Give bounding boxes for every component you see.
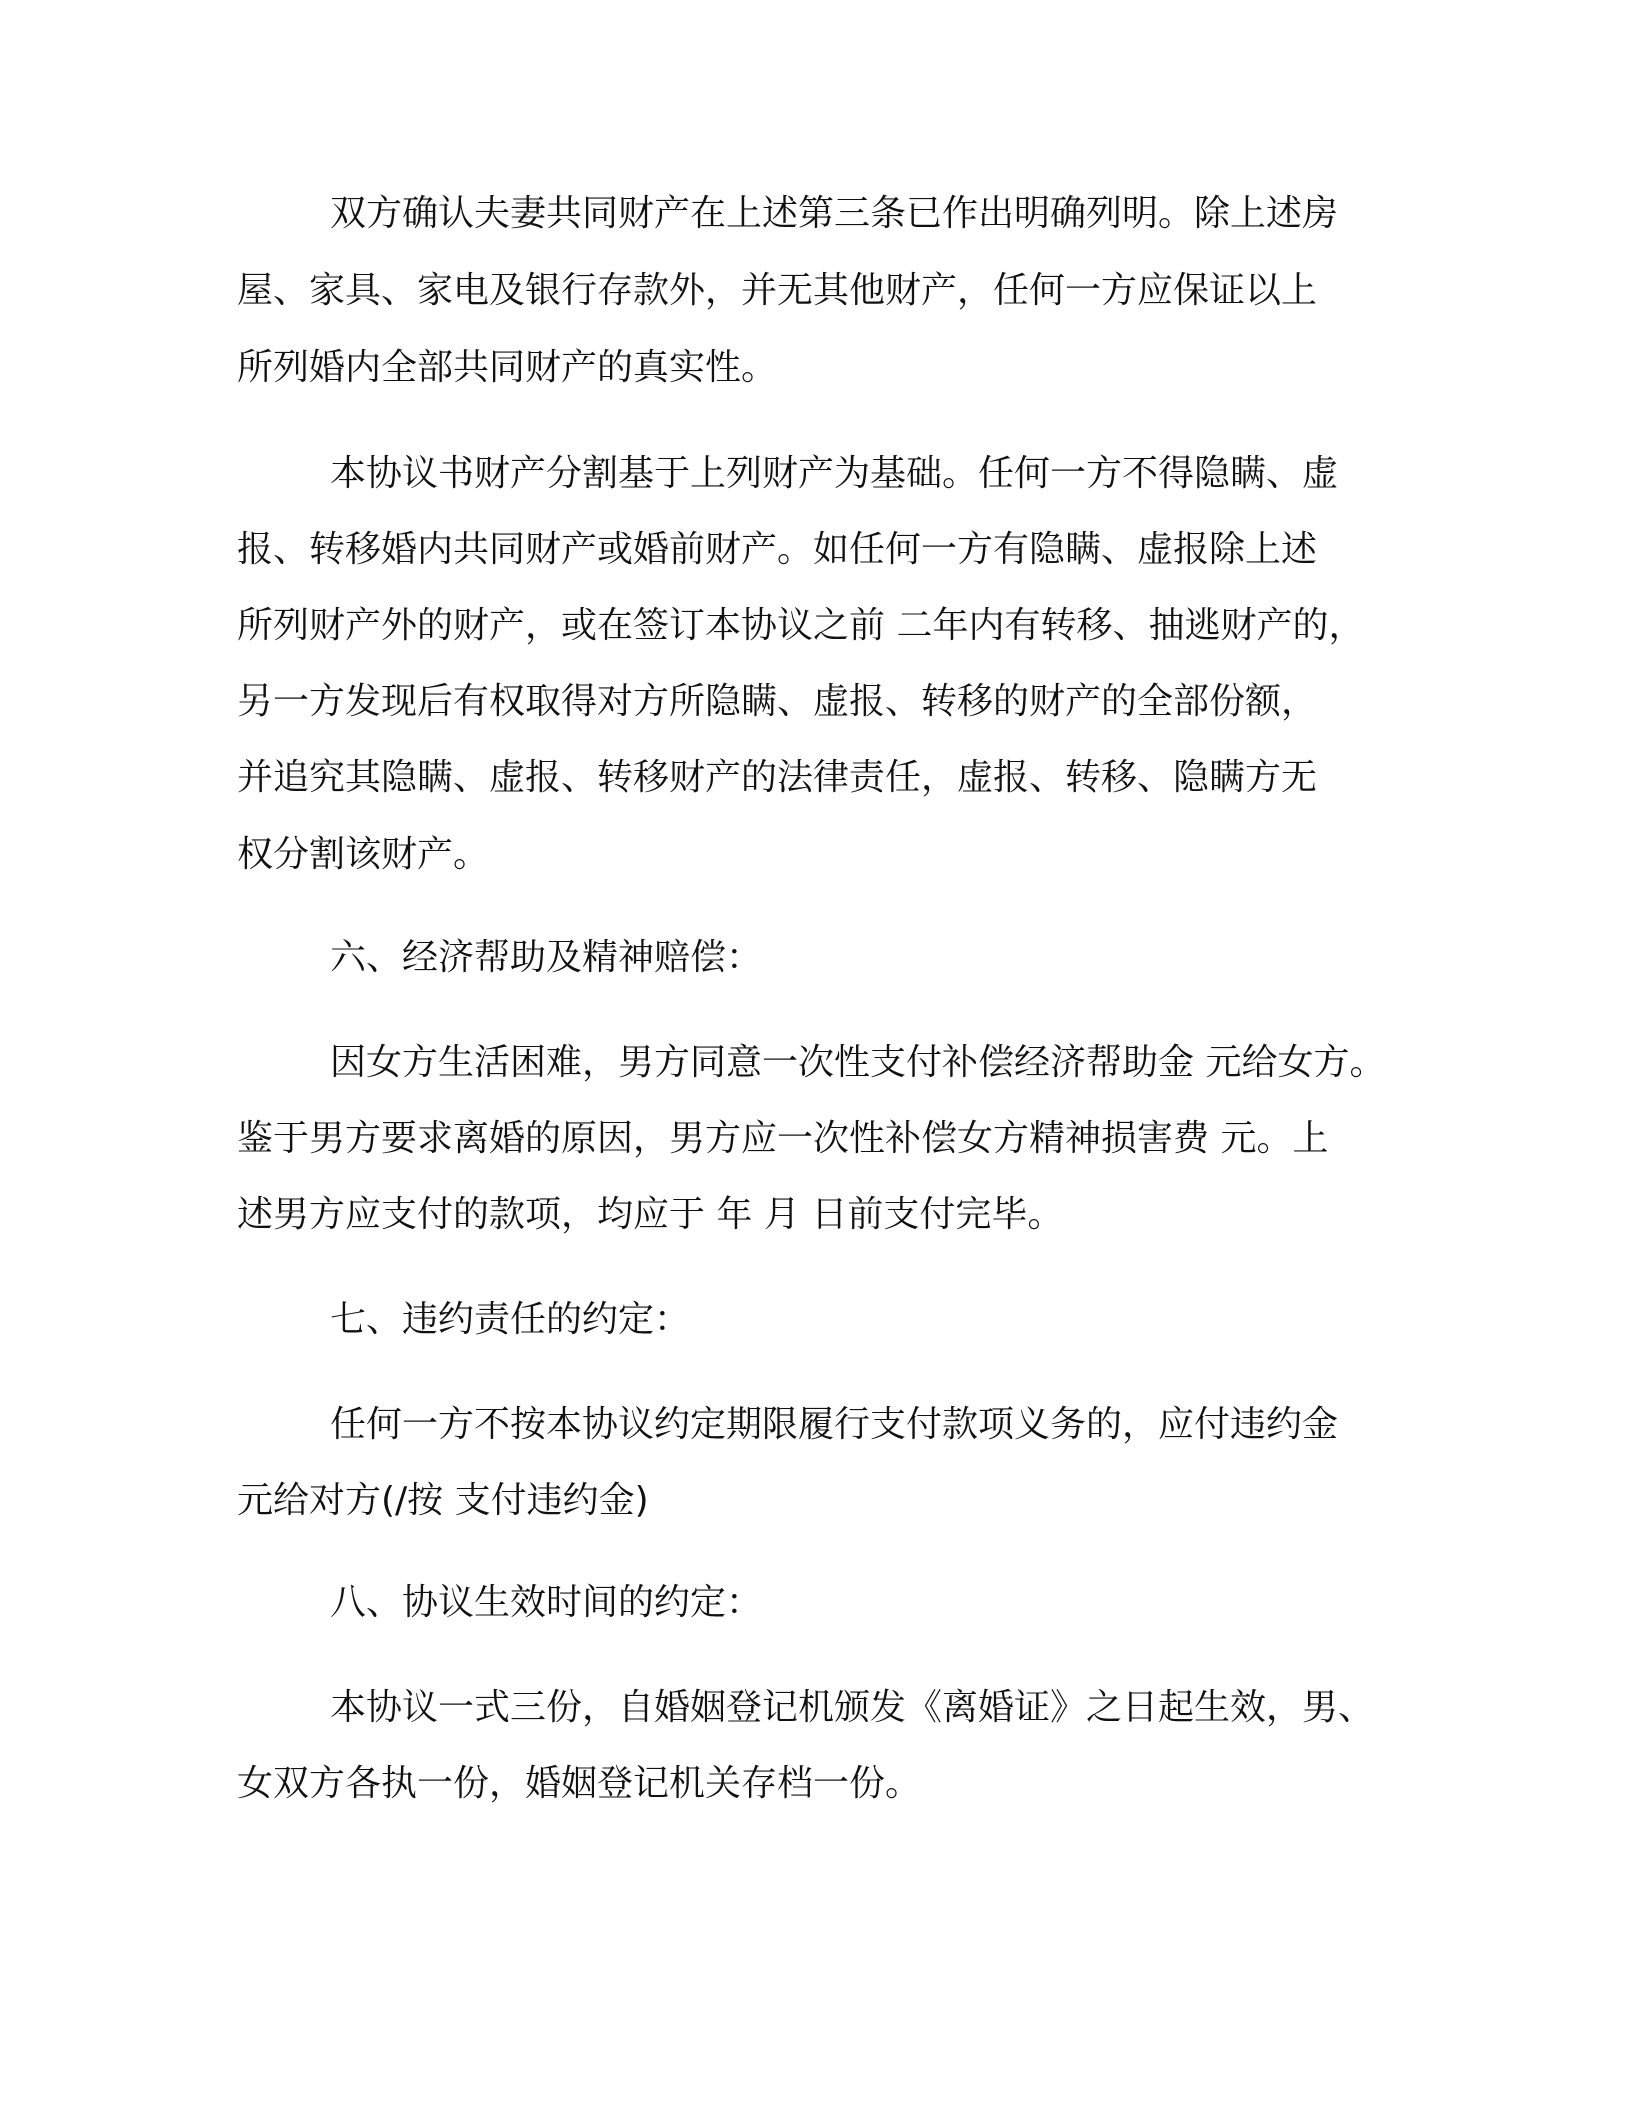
paragraph-line: 另一方发现后有权取得对方所隐瞒、虚报、转移的财产的全部份额， <box>237 681 1318 722</box>
paragraph-line: 屋、家具、家电及银行存款外，并无其他财产，任何一方应保证以上 <box>237 270 1318 311</box>
section-heading: 八、协议生效时间的约定： <box>330 1582 763 1623</box>
paragraph-line: 鉴于男方要求离婚的原因，男方应一次性补偿女方精神损害费 元。上 <box>237 1118 1329 1159</box>
paragraph-line: 双方确认夫妻共同财产在上述第三条已作出明确列明。除上述房 <box>330 193 1339 234</box>
paragraph-line: 所列财产外的财产，或在签订本协议之前 二年内有转移、抽逃财产的， <box>237 605 1365 646</box>
paragraph-line: 因女方生活困难，男方同意一次性支付补偿经济帮助金 元给女方。 <box>330 1042 1386 1083</box>
paragraph-line: 并追究其隐瞒、虚报、转移财产的法律责任，虚报、转移、隐瞒方无 <box>237 757 1318 798</box>
paragraph-line: 任何一方不按本协议约定期限履行支付款项义务的，应付违约金 <box>330 1404 1339 1445</box>
paragraph-line: 元给对方(/按 支付违约金) <box>237 1480 649 1521</box>
section-heading: 七、违约责任的约定： <box>330 1299 691 1340</box>
paragraph-line: 述男方应支付的款项，均应于 年 月 日前支付完毕。 <box>237 1194 1064 1235</box>
paragraph-line: 权分割该财产。 <box>237 834 490 875</box>
paragraph-line: 女双方各执一份，婚姻登记机关存档一份。 <box>237 1763 922 1804</box>
paragraph-line: 本协议一式三份，自婚姻登记机颁发《离婚证》之日起生效，男、 <box>330 1687 1375 1728</box>
paragraph-line: 所列婚内全部共同财产的真实性。 <box>237 347 778 388</box>
paragraph-line: 本协议书财产分割基于上列财产为基础。任何一方不得隐瞒、虚 <box>330 453 1339 494</box>
paragraph-line: 报、转移婚内共同财产或婚前财产。如任何一方有隐瞒、虚报除上述 <box>237 529 1318 570</box>
section-heading: 六、经济帮助及精神赔偿： <box>330 937 763 978</box>
